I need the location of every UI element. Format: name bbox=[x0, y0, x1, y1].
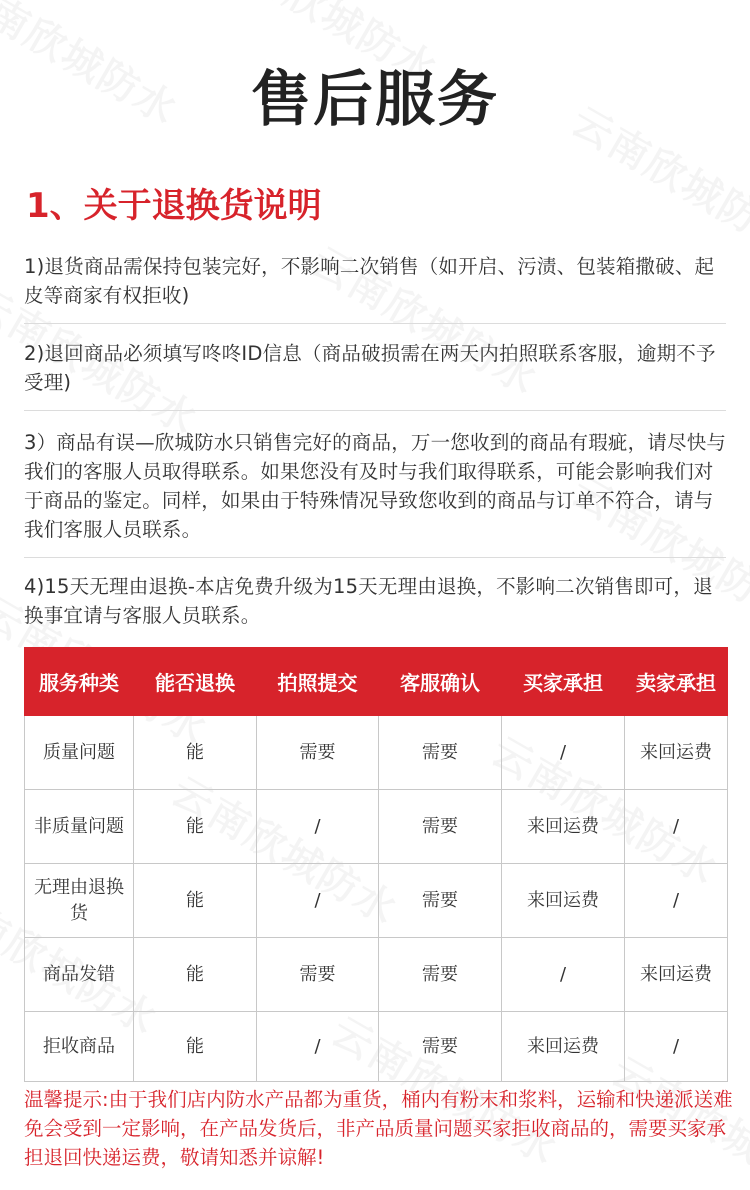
defect-paragraph: 3）商品有误—欣城防水只销售完好的商品，万一您收到的商品有瑕疵，请尽快与我们的客服人员取得联系。如果您没有及时与我们取得联系，可能会影响我们对于商品的鉴定。同样，如果由于特殊情况导致您收到的商品与订单不符合，请与我们客服人员联系。 bbox=[24, 431, 727, 541]
return-condition-paragraph: 1)退货商品需保持包装完好，不影响二次销售（如开启、污渍、包装箱撒破、起皮等商家有权拒收) bbox=[24, 255, 715, 307]
table-cell: 需要 bbox=[379, 864, 502, 938]
table-cell: / bbox=[257, 864, 379, 938]
table-cell: 能 bbox=[134, 938, 257, 1012]
page-title: 售后服务 bbox=[251, 65, 499, 135]
table-cell: / bbox=[257, 1012, 379, 1082]
table-cell: 需要 bbox=[379, 790, 502, 864]
divider bbox=[24, 323, 726, 324]
table-cell: 需要 bbox=[379, 1012, 502, 1082]
table-row bbox=[25, 938, 728, 1012]
table-row bbox=[25, 1012, 728, 1082]
table-cell: / bbox=[502, 938, 625, 1012]
table-cell: 非质量问题 bbox=[25, 790, 134, 864]
table-row bbox=[25, 716, 728, 790]
table-cell: 拒收商品 bbox=[25, 1012, 134, 1082]
table-row bbox=[25, 790, 728, 864]
table-cell: / bbox=[625, 790, 728, 864]
table-cell: 能 bbox=[134, 864, 257, 938]
table-header-cell: 买家承担 bbox=[502, 648, 625, 716]
divider bbox=[24, 410, 726, 411]
table-header-row bbox=[25, 648, 728, 716]
table-cell: / bbox=[625, 864, 728, 938]
section-heading: 1、关于退换货说明 bbox=[26, 186, 322, 226]
table-cell: 需要 bbox=[379, 716, 502, 790]
table-cell: / bbox=[502, 716, 625, 790]
table-cell: 来回运费 bbox=[625, 716, 728, 790]
table-cell: 无理由退换货 bbox=[25, 864, 134, 938]
table-header-cell: 能否退换 bbox=[134, 648, 257, 716]
table-cell: 能 bbox=[134, 716, 257, 790]
table-cell: 质量问题 bbox=[25, 716, 134, 790]
table-header-cell: 客服确认 bbox=[379, 648, 502, 716]
table-header-cell: 卖家承担 bbox=[625, 648, 728, 716]
table-cell: 来回运费 bbox=[502, 1012, 625, 1082]
service-table bbox=[24, 647, 728, 1082]
return-id-paragraph: 2)退回商品必须填写咚咚ID信息（商品破损需在两天内拍照联系客服，逾期不予受理) bbox=[24, 342, 716, 394]
table-cell: 需要 bbox=[379, 938, 502, 1012]
table-cell: 商品发错 bbox=[25, 938, 134, 1012]
table-header-cell: 拍照提交 bbox=[257, 648, 379, 716]
table-cell: 来回运费 bbox=[502, 864, 625, 938]
table-row bbox=[25, 864, 728, 938]
table-cell: 需要 bbox=[257, 938, 379, 1012]
table-cell: 能 bbox=[134, 1012, 257, 1082]
no-reason-return-paragraph: 4)15天无理由退换-本店免费升级为15天无理由退换，不影响二次销售即可，退换事宜请与客服人员联系。 bbox=[24, 575, 713, 627]
warm-tip: 温馨提示:由于我们店内防水产品都为重货，桶内有粉末和浆料，运输和快递派送难免会受到一定影响，在产品发货后，非产品质量问题买家拒收商品的，需要买家承担退回快递运费，敬请知悉并谅解! bbox=[24, 1088, 733, 1169]
table-header-cell: 服务种类 bbox=[25, 648, 134, 716]
table-cell: 需要 bbox=[257, 716, 379, 790]
table-cell: 能 bbox=[134, 790, 257, 864]
table-cell: / bbox=[257, 790, 379, 864]
table-cell: 来回运费 bbox=[502, 790, 625, 864]
divider bbox=[24, 557, 726, 558]
table-cell: / bbox=[625, 1012, 728, 1082]
table-cell: 来回运费 bbox=[625, 938, 728, 1012]
